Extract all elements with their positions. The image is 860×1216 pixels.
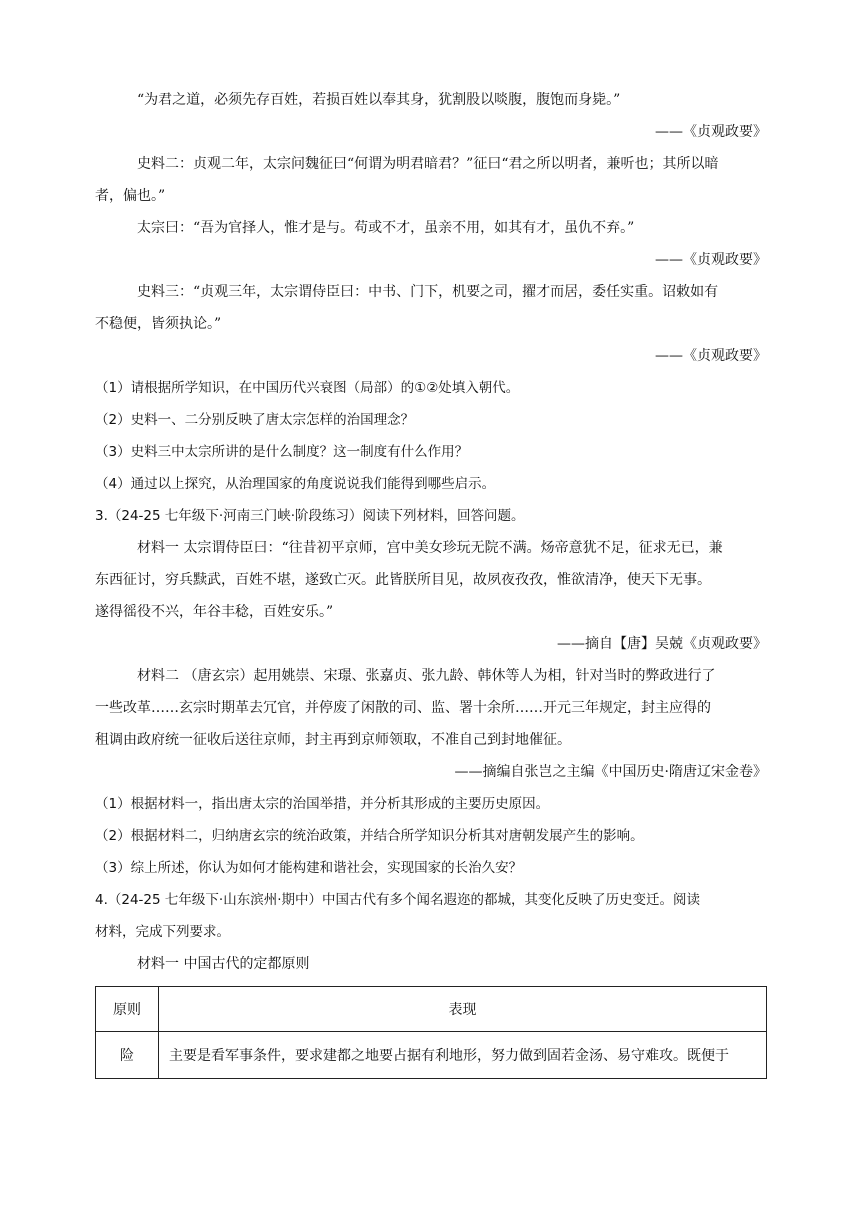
material-two-line: 者，偏也。” xyxy=(95,188,166,204)
table-cell: 主要是看军事条件，要求建都之地要占据有利地形，努力做到固若金汤、易守难攻。既便于 xyxy=(159,1032,767,1079)
material-one-line: 材料一 太宗谓侍臣曰：“往昔初平京师，宫中美女珍玩无院不满。炀帝意犹不足，征求无已，兼 xyxy=(137,540,723,556)
source-citation: ——摘自【唐】吴兢《贞观政要》 xyxy=(557,636,767,652)
source-citation: ——《贞观政要》 xyxy=(655,252,767,268)
table-header-cell: 表现 xyxy=(159,987,767,1032)
table-header-row xyxy=(96,987,767,1032)
source-citation: ——摘编自张岂之主编《中国历史·隋唐辽宋金卷》 xyxy=(454,764,767,780)
document-page xyxy=(95,84,767,1079)
question-header: 4.（24-25 七年级下·山东滨州·期中）中国古代有多个闻名遐迩的都城，其变化反映了历史变迁。阅读 xyxy=(95,892,700,908)
source-citation: ——《贞观政要》 xyxy=(655,124,767,140)
material-one-line: 遂得徭役不兴，年谷丰稔，百姓安乐。” xyxy=(95,604,334,620)
table-row xyxy=(96,1032,767,1079)
material-two-line: 租调由政府统一征收后送往京师，封主再到京师领取，不准自己到封地催征。 xyxy=(95,732,571,748)
material-two-line: 材料二 （唐玄宗）起用姚崇、宋璟、张嘉贞、张九龄、韩休等人为相，针对当时的弊政进行了 xyxy=(137,668,716,684)
sub-question: （2）根据材料二，归纳唐玄宗的统治政策，并结合所学知识分析其对唐朝发展产生的影响。 xyxy=(95,828,644,844)
material-three-line: 不稳便，皆须执论。” xyxy=(95,316,222,332)
sub-question: （2）史料一、二分别反映了唐太宗怎样的治国理念？ xyxy=(95,412,415,428)
table-header-cell: 原则 xyxy=(96,987,159,1032)
material-two-line: 史料二：贞观二年，太宗问魏征曰“何谓为明君暗君？”征曰“君之所以明者，兼听也；其所以暗 xyxy=(137,156,719,172)
table-caption: 材料一 中国古代的定都原则 xyxy=(137,956,310,972)
table-cell: 险 xyxy=(96,1032,159,1079)
question-header: 3.（24-25 七年级下·河南三门峡·阶段练习）阅读下列材料，回答问题。 xyxy=(95,508,525,524)
sub-question: （1）请根据所学知识，在中国历代兴衰图（局部）的①②处填入朝代。 xyxy=(95,380,520,396)
sub-question: （3）史料三中太宗所讲的是什么制度？这一制度有什么作用？ xyxy=(95,444,469,460)
sub-question: （4）通过以上探究，从治理国家的角度说说我们能得到哪些启示。 xyxy=(95,476,496,492)
material-one-line: 东西征讨，穷兵黩武，百姓不堪，遂致亡灭。此皆朕所目见，故夙夜孜孜，惟欲清净，使天下无事。 xyxy=(95,572,711,588)
question-header: 材料，完成下列要求。 xyxy=(95,924,230,940)
material-three-line: 史料三：“贞观三年，太宗谓侍臣曰：中书、门下，机要之司，擢才而居，委任实重。诏敕如有 xyxy=(137,284,719,300)
quote-text: “为君之道，必须先存百姓，若损百姓以奉其身，犹割股以啖腹，腹饱而身毙。” xyxy=(137,92,621,108)
material-two-line: 太宗曰：“吾为官择人，惟才是与。苟或不才，虽亲不用，如其有才，虽仇不弃。” xyxy=(137,220,635,236)
sub-question: （1）根据材料一，指出唐太宗的治国举措，并分析其形成的主要历史原因。 xyxy=(95,796,550,812)
sub-question: （3）综上所述，你认为如何才能构建和谐社会，实现国家的长治久安？ xyxy=(95,860,523,876)
source-citation: ——《贞观政要》 xyxy=(655,348,767,364)
material-two-line: 一些改革……玄宗时期革去冗官，并停废了闲散的司、监、署十余所……开元三年规定，封主应得的 xyxy=(95,700,711,716)
capital-principles-table xyxy=(95,986,767,1079)
